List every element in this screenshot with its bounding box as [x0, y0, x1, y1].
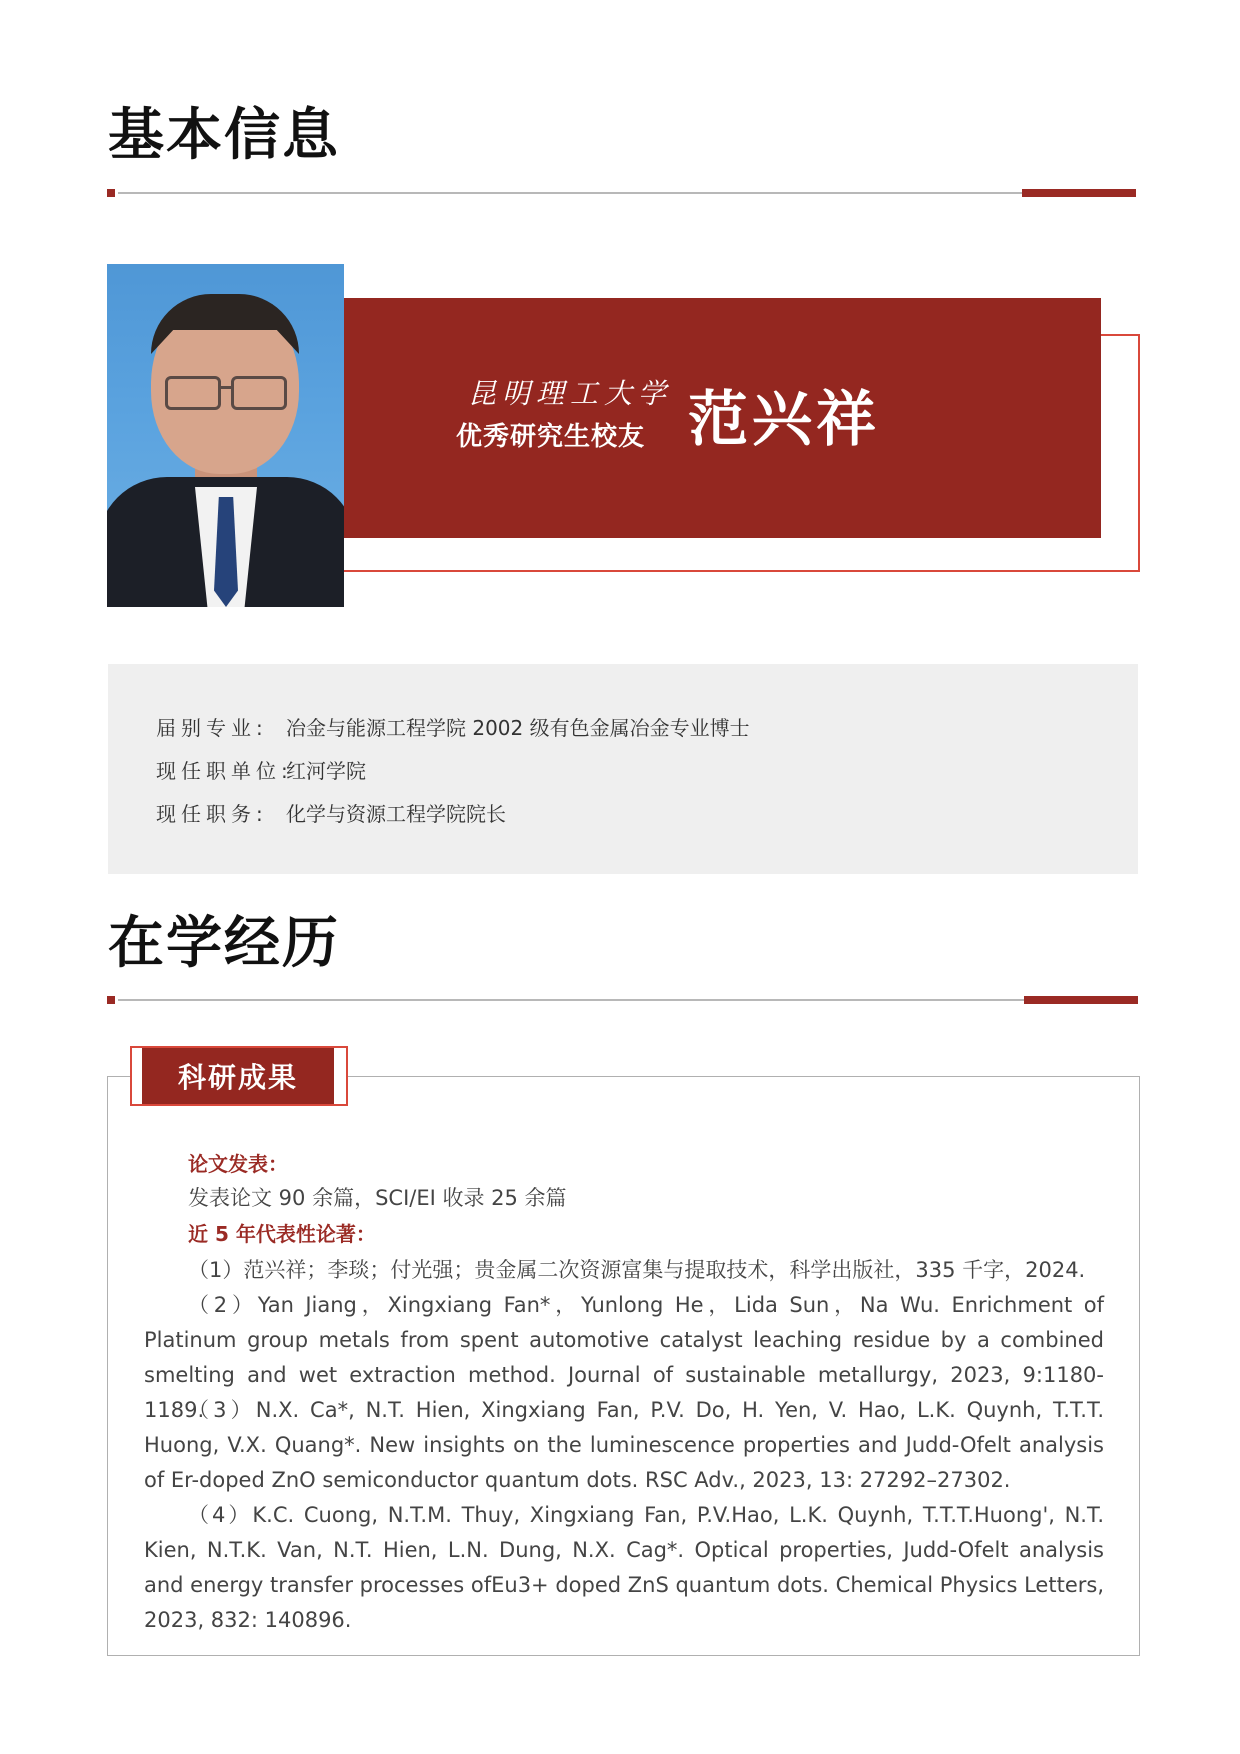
- work-item: （3）N.X. Ca*, N.T. Hien, Xingxiang Fan, P.V. Do, H. Yen, V. Hao, L.K. Quynh, T.T.T. Huong, V.X. Quang*. New insights on the luminescence properties and Judd-Ofelt analysis of Er-doped ZnO semiconductor quantum dots. RSC Adv., 2023, 13: 27292–27302.: [144, 1398, 1104, 1492]
- research-tab: 科研成果: [142, 1048, 334, 1104]
- info-label: 现任职单位:: [156, 759, 293, 783]
- section-title-basic-info: 基本信息: [108, 103, 340, 168]
- info-row: [156, 798, 506, 827]
- papers-heading: 论文发表：: [188, 1152, 288, 1176]
- info-row: [156, 755, 366, 784]
- info-row: [156, 712, 750, 741]
- rule-line: [118, 999, 1024, 1001]
- info-label: 现任职务:: [156, 802, 268, 826]
- work-item: （2）Yan Jiang，Xingxiang Fan*，Yunlong He，Lida Sun，Na Wu. Enrichment of Platinum group metals from spent automotive catalyst leaching residue by a combined smelting and wet extraction method. Journal of sustainable metallurgy, 2023, 9:1180-1189.: [144, 1293, 1104, 1422]
- work-item: （1）范兴祥；李琰；付光强；贵金属二次资源富集与提取技术，科学出版社，335 千字，2024.: [188, 1258, 1086, 1282]
- rule-accent-bar: [1024, 996, 1138, 1004]
- rule-square: [107, 996, 115, 1004]
- info-label: 届别专业:: [156, 716, 268, 740]
- papers-summary: 发表论文 90 余篇，SCI/EI 收录 25 余篇: [188, 1186, 567, 1210]
- info-value: 化学与资源工程学院院长: [286, 802, 506, 826]
- section-title-study: 在学经历: [108, 911, 340, 976]
- school-name: 昆明理工大学: [468, 377, 673, 410]
- work-item: （4）K.C. Cuong, N.T.M. Thuy, Xingxiang Fan, P.V.Hao, L.K. Quynh, T.T.T.Huong', N.T. Kien, N.T.K. Van, N.T. Hien, L.N. Dung, N.X. Cag*. Optical properties, Judd-Ofelt analysis and energy transfer processes ofEu3+ doped ZnS quantum dots. Chemical Physics Letters, 2023, 832: 140896.: [144, 1503, 1104, 1632]
- info-value: 红河学院: [286, 759, 366, 783]
- person-name: 范兴祥: [688, 385, 880, 455]
- rule-accent-bar: [1022, 189, 1136, 197]
- rule-line: [118, 192, 1022, 194]
- portrait-photo: [107, 264, 344, 607]
- works-heading: 近 5 年代表性论著：: [188, 1222, 376, 1246]
- alumni-label: 优秀研究生校友: [456, 422, 646, 452]
- banner-outline-bottom: [344, 570, 1140, 572]
- info-value: 冶金与能源工程学院 2002 级有色金属冶金专业博士: [286, 716, 750, 740]
- rule-square: [107, 189, 115, 197]
